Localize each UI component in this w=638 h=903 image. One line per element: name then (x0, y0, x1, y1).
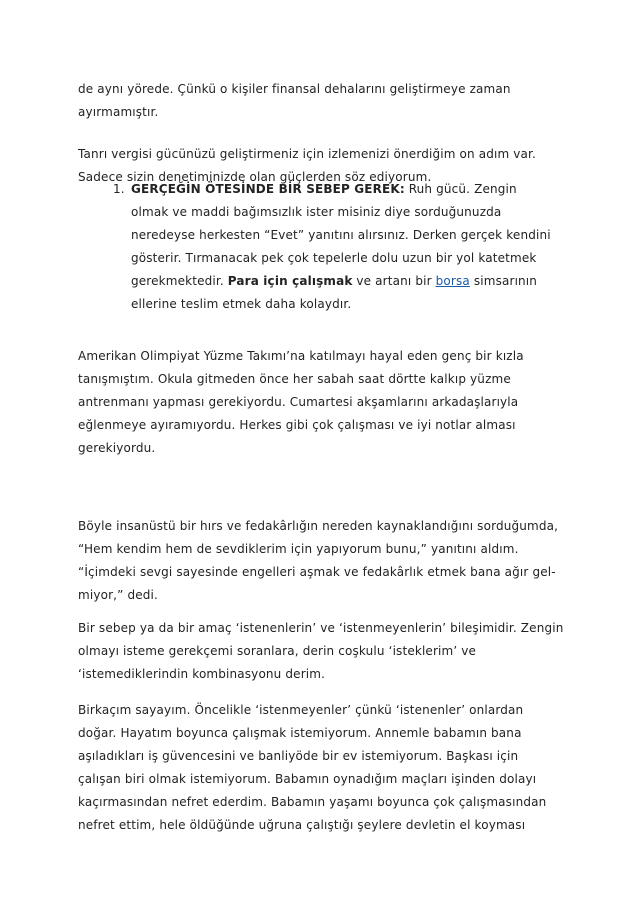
text-line: Tanrı vergisi gücünüzü geliştirmeniz için izlemenizi önerdiğim on adım var. (78, 147, 536, 161)
text-line: ayırmamıştır. (78, 105, 159, 119)
paragraph-3 (78, 345, 524, 460)
text-line: aşıladıkları iş güvencesini ve banliyöde bir ev istemiyorum. Başkası için (78, 749, 519, 763)
list-line: gösterir. Tırmanacak pek çok tepelerle dolu uzun bir yol katetmek (131, 251, 537, 265)
text-line: Böyle insanüstü bir hırs ve fedakârlığın nereden kaynaklandığını sorduğumda, (78, 519, 559, 533)
paragraph-1 (78, 78, 511, 124)
text-line: miyor,” dedi. (78, 588, 158, 602)
text-line: “Hem kendim hem de sevdiklerim için yapıyorum bunu,” yanıtını aldım. (78, 542, 519, 556)
text-line: Amerikan Olimpiyat Yüzme Takımı’na katılmayı hayal eden genç bir kızla (78, 349, 524, 363)
text-line: de aynı yörede. Çünkü o kişiler finansal dehalarını geliştirmeye zaman (78, 82, 511, 96)
list-item (131, 178, 551, 316)
text-line: çalışan biri olmak istemiyorum. Babamın oynadığım maçları işinden dolayı (78, 772, 537, 786)
text-line: Birkaçım sayayım. Öncelikle ‘istenmeyenler’ çünkü ‘istenenler’ onlardan (78, 703, 524, 717)
text-line: antrenmanı yapması gerekiyordu. Cumartesi akşamlarını arkadaşlarıyla (78, 395, 519, 409)
text-line: doğar. Hayatım boyunca çalışmak istemiyorum. Annemle babamın bana (78, 726, 522, 740)
list-line: ellerine teslim etmek daha kolaydır. (131, 297, 352, 311)
list-line (131, 270, 551, 293)
text-line: tanışmıştım. Okula gitmeden önce her sabah saat dörtte kalkıp yüzme (78, 372, 511, 386)
list-line (131, 178, 551, 201)
text-fragment: Ruh gücü. Zengin (404, 182, 517, 196)
text-line: nefret ettim, hele öldüğünde uğruna çalıştığı şeylere devletin el koyması (78, 818, 526, 832)
borsa-link[interactable]: borsa (435, 274, 470, 288)
text-line: Bir sebep ya da bir amaç ‘istenenlerin’ ve ‘istenmeyenlerin’ bileşimidir. Zengin (78, 621, 564, 635)
list-line: neredeyse herkesten “Evet” yanıtını alırsınız. Derken gerçek kendini (131, 228, 551, 242)
list-item-heading: GERÇEĞİN ÖTESİNDE BİR SEBEP GEREK: (131, 182, 405, 196)
list-item-number: 1. (113, 182, 125, 196)
paragraph-5 (78, 617, 563, 686)
list-line: olmak ve maddi bağımsızlık ister misiniz diye sorduğunuzda (131, 205, 502, 219)
text-line: kaçırmasından nefret ederdim. Babamın yaşamı boyunca çok çalışmasından (78, 795, 547, 809)
text-line: Sadece sizin denetiminizde olan güçlerden söz ediyorum. (78, 170, 432, 184)
bold-phrase: Para için çalışmak (227, 274, 353, 288)
paragraph-4 (78, 515, 558, 607)
text-line: eğlenmeye ayıramıyordu. Herkes gibi çok çalışması ve iyi notlar alması (78, 418, 516, 432)
paragraph-6 (78, 699, 546, 837)
text-fragment: gerekmektedir. (131, 274, 228, 288)
text-line: olmayı isteme gerekçemi soranlara, derin coşkulu ‘isteklerim’ ve (78, 644, 477, 658)
text-line: ‘istemediklerindin kombinasyonu derim. (78, 667, 326, 681)
text-line: gerekiyordu. (78, 441, 156, 455)
text-fragment: simsarının (469, 274, 538, 288)
text-fragment: ve artanı bir (352, 274, 436, 288)
text-line: “İçimdeki sevgi sayesinde engelleri aşmak ve fedakârlık etmek bana ağır gel- (78, 565, 556, 579)
